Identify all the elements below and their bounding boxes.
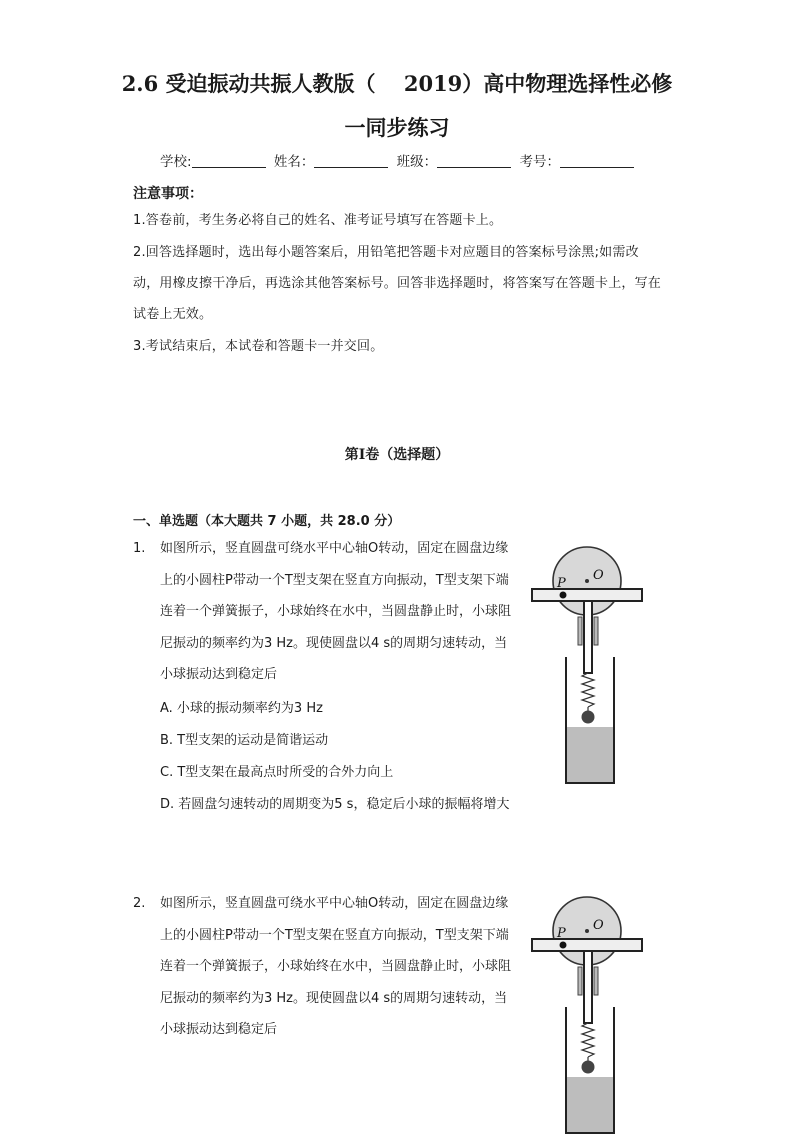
- water-shape: [566, 1077, 614, 1133]
- question-2-text: 如图所示，竖直圆盘可绕水平中心轴O转动，固定在圆盘边缘上的小圆柱P带动一个T型支架在竖直方向振动，T型支架下端连着一个弹簧振子，小球始终在水中，当圆盘静止时，小球阻尼振动的频率约为3 Hz。现使圆盘以4 s的周期匀速转动，当小球振动达到稳定后: [160, 896, 512, 1037]
- axis-point: [585, 929, 589, 933]
- t-bar-shape: [532, 589, 642, 601]
- question-1-option-d[interactable]: D. 若圆盘匀速转动的周期变为5 s，稳定后小球的振幅将增大: [160, 797, 510, 812]
- part-heading: 一、单选题（本大题共 7 小题，共 28.0 分）: [133, 514, 401, 529]
- student-info-row: [160, 150, 638, 170]
- question-1-option-a[interactable]: A. 小球的振动频率约为3 Hz: [160, 701, 323, 716]
- question-2-number: 2.: [133, 896, 146, 911]
- label-o: O: [593, 918, 604, 933]
- question-1-option-c[interactable]: C. T型支架在最高点时所受的合外力向上: [160, 765, 394, 780]
- guide-right: [594, 617, 598, 645]
- note-item-2: 2.回答选择题时，选出每小题答案后，用铅笔把答题卡对应题目的答案标号涂黑;如需改动，用橡皮擦干净后，再选涂其他答案标号。回答非选择题时，将答案写在答题卡上，写在试卷上无效。: [133, 245, 662, 322]
- question-1-option-b[interactable]: B. T型支架的运动是简谐运动: [160, 733, 329, 748]
- axis-point: [585, 579, 589, 583]
- name-label: 姓名：: [273, 154, 315, 170]
- name-blank[interactable]: [314, 153, 388, 168]
- pin-p-shape: [560, 942, 567, 949]
- notes-heading: 注意事项：: [133, 186, 203, 202]
- question-2-figure: [530, 895, 650, 1135]
- question-1-text: 如图所示，竖直圆盘可绕水平中心轴O转动，固定在圆盘边缘上的小圆柱P带动一个T型支架在竖直方向振动，T型支架下端连着一个弹簧振子，小球始终在水中，当圆盘静止时，小球阻尼振动的频率约为3 Hz。现使圆盘以4 s的周期匀速转动，当小球振动达到稳定后: [160, 541, 512, 682]
- class-label: 班级：: [396, 154, 438, 170]
- note-item-1: 1.答卷前，考生务必将自己的姓名、准考证号填写在答题卡上。: [133, 213, 503, 228]
- t-stem-shape: [584, 951, 592, 1023]
- exam-no-label: 考号：: [519, 154, 560, 170]
- question-1-figure: [530, 545, 650, 785]
- ball-shape: [582, 711, 595, 724]
- exam-no-blank[interactable]: [560, 153, 634, 168]
- note-item-3: 3.考试结束后，本试卷和答题卡一并交回。: [133, 339, 384, 354]
- ball-shape: [582, 1061, 595, 1074]
- class-blank[interactable]: [437, 153, 511, 168]
- guide-left: [578, 617, 582, 645]
- page-title-line1: 2.6 受迫振动共振人教版（ 2019）高中物理选择性必修: [121, 71, 673, 96]
- water-shape: [566, 727, 614, 783]
- label-o: O: [593, 568, 604, 583]
- label-p: P: [557, 576, 566, 591]
- page-title-line2: 一同步练习: [344, 115, 450, 140]
- pin-p-shape: [560, 592, 567, 599]
- label-p: P: [557, 926, 566, 941]
- question-1-number: 1.: [133, 541, 146, 556]
- t-bar-shape: [532, 939, 642, 951]
- section-title: 第Ⅰ卷（选择题）: [344, 447, 450, 463]
- t-stem-shape: [584, 601, 592, 673]
- school-label: 学校:: [160, 154, 192, 170]
- school-blank[interactable]: [192, 153, 266, 168]
- guide-left: [578, 967, 582, 995]
- spring-shape: [582, 673, 594, 707]
- spring-shape: [582, 1023, 594, 1057]
- guide-right: [594, 967, 598, 995]
